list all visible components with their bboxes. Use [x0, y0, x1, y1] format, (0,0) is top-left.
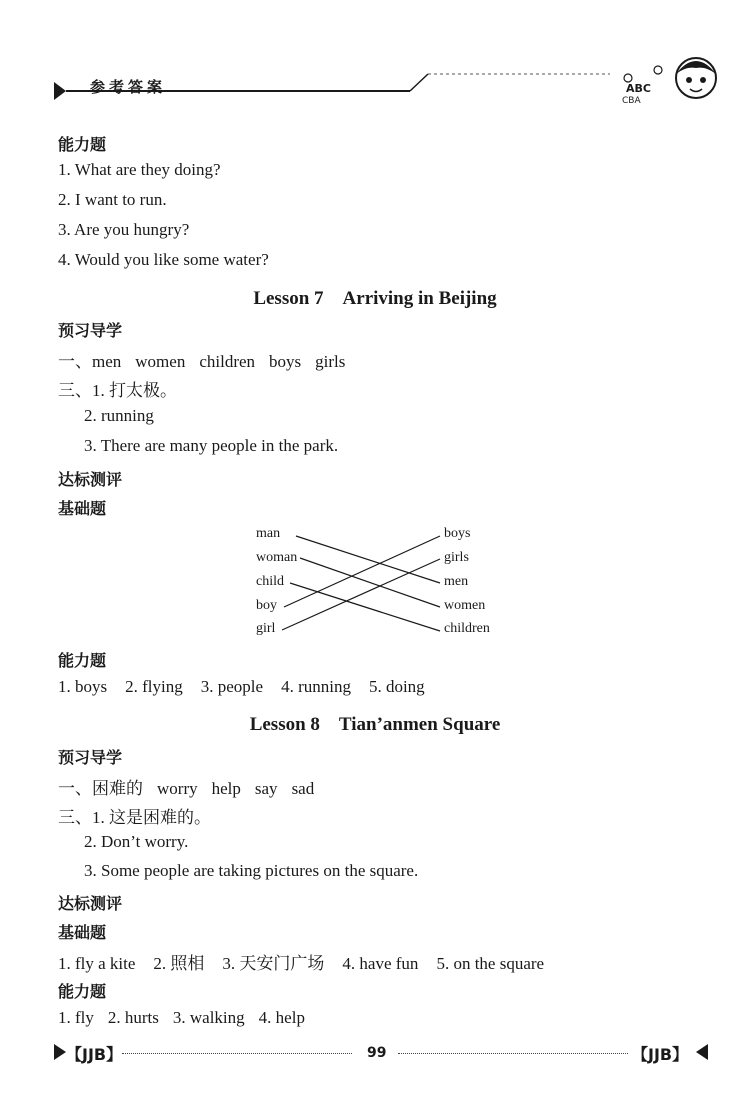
match-left-word: boy	[256, 598, 277, 613]
answer-item: 3. people	[200, 677, 264, 696]
line-prefix: 三、	[58, 381, 92, 400]
line-prefix: 一、	[58, 779, 92, 798]
section-heading-basic: 基础题	[58, 499, 107, 518]
match-left-word: man	[256, 526, 281, 541]
line-prefix: 三、	[58, 808, 92, 827]
answer-text: 1. 打太极。	[92, 381, 177, 400]
match-right-word: boys	[444, 526, 471, 541]
footer-left-tag: 【JJB】	[66, 1045, 123, 1064]
match-right-word: girls	[444, 550, 469, 565]
answer-word: say	[254, 779, 278, 798]
match-left-word: child	[256, 574, 284, 589]
answer-item: 4. have fun	[342, 954, 419, 973]
answer-item: 4. help	[258, 1008, 305, 1027]
match-line-girl-girls	[282, 559, 440, 630]
answer-line: 2. running	[84, 406, 154, 425]
footer-dotted-rule	[398, 1053, 628, 1054]
page-number: 99	[367, 1045, 387, 1061]
footer-right-tag: 【JJB】	[632, 1045, 689, 1064]
answer-word: children	[199, 352, 256, 371]
answer-item: 2. flying	[125, 677, 183, 696]
answer-item: 3. walking	[172, 1008, 245, 1027]
line-prefix: 一、	[58, 352, 92, 371]
answer-word: worry	[157, 779, 198, 798]
answer-line	[58, 677, 443, 697]
match-right-word: men	[444, 574, 469, 589]
section-heading-assessment: 达标测评	[58, 470, 123, 489]
section-heading-ability: 能力题	[58, 982, 107, 1001]
answer-line	[58, 774, 328, 799]
answer-line: 3. Some people are taking pictures on the square.	[84, 861, 419, 880]
answer-item: 3. 天安门广场	[222, 954, 325, 973]
answer-line: 2. Don’t worry.	[84, 832, 189, 851]
answer-item: 2. hurts	[107, 1008, 159, 1027]
answer-item: 1. fly	[58, 1008, 94, 1027]
header-title: 参考答案	[90, 78, 167, 96]
answer-word: boys	[269, 352, 302, 371]
match-line-boy-boys	[284, 536, 440, 607]
answer-word: sad	[291, 779, 315, 798]
answer-item: 1. boys	[58, 677, 108, 696]
section-heading-assessment: 达标测评	[58, 894, 123, 913]
answer-word: 困难的	[92, 779, 143, 798]
answer-item: 4. running	[281, 677, 351, 696]
section-heading-preview: 预习导学	[58, 321, 123, 340]
match-right-word: children	[444, 621, 490, 636]
answer-item: 2. 照相	[153, 954, 205, 973]
mascot-caption: CBA	[622, 96, 641, 106]
mascot-text: ABC	[626, 82, 651, 95]
lesson-title: Lesson 8 Tian’anmen Square	[249, 714, 501, 735]
section-heading-preview: 预习导学	[58, 748, 123, 767]
match-line-child-children	[290, 583, 440, 631]
match-line-man-men	[296, 536, 440, 583]
footer-arrow-icon	[690, 1040, 714, 1064]
match-left-word: woman	[256, 550, 298, 565]
answer-line	[58, 1008, 319, 1028]
answer-word: women	[135, 352, 186, 371]
answer-line: 3. Are you hungry?	[58, 220, 190, 239]
answer-line: 2. I want to run.	[58, 190, 167, 209]
answer-item: 5. doing	[368, 677, 425, 696]
answer-item: 5. on the square	[436, 954, 545, 973]
section-heading-basic: 基础题	[58, 923, 107, 942]
answer-line: 3. There are many people in the park.	[84, 436, 339, 455]
answer-text: 1. 这是困难的。	[92, 808, 211, 827]
match-right-word: women	[444, 598, 486, 613]
footer-dotted-rule	[122, 1053, 352, 1054]
answer-line: 1. What are they doing?	[58, 160, 221, 179]
answer-item: 1. fly a kite	[58, 954, 136, 973]
match-left-word: girl	[256, 621, 276, 636]
answer-word: help	[211, 779, 241, 798]
answer-line	[58, 803, 211, 828]
answer-line: 4. Would you like some water?	[58, 250, 269, 269]
lesson-title: Lesson 7 Arriving in Beijing	[253, 288, 497, 309]
answer-line	[58, 949, 562, 974]
section-heading-ability: 能力题	[58, 651, 107, 670]
answer-word: girls	[315, 352, 346, 371]
answer-word: men	[92, 352, 122, 371]
section-heading-ability: 能力题	[58, 135, 107, 154]
match-line-woman-women	[300, 558, 440, 607]
